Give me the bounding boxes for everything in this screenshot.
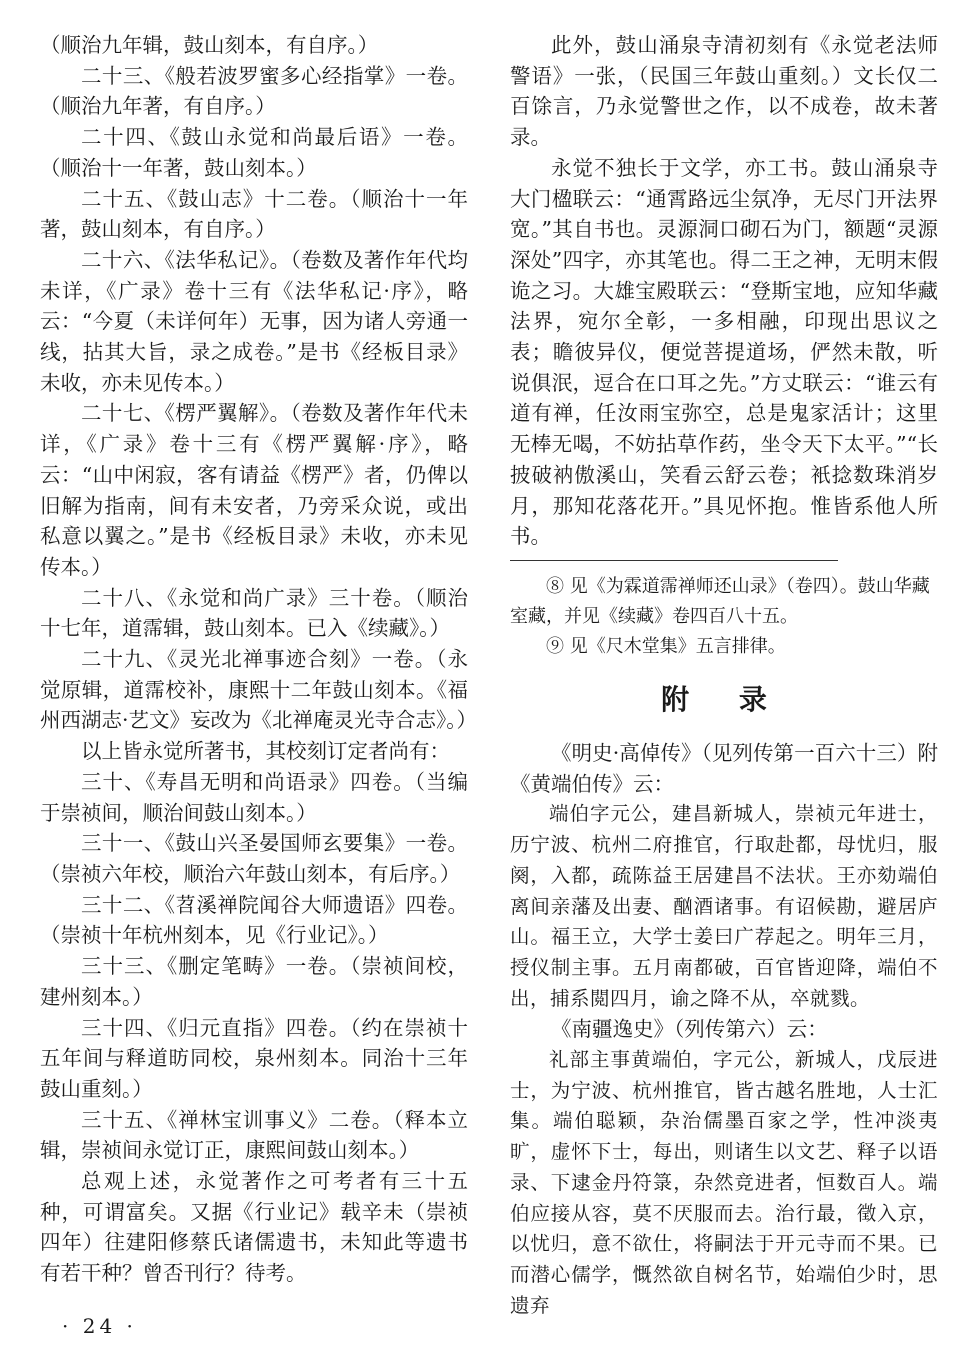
paragraph: 二十八、《永觉和尚广录》三十卷。（顺治十七年，道霈辑，鼓山刻本。已入《续藏》。）	[40, 585, 468, 641]
paragraph: 三十二、《苕溪禅院闻谷大师遗语》四卷。（崇祯十年杭州刻本，见《行业记》。）	[40, 892, 468, 948]
paragraph: 二十三、《般若波罗蜜多心经指掌》一卷。（顺治九年著，有自序。）	[40, 63, 468, 119]
paragraph: 永觉不独长于文学，亦工书。鼓山涌泉寺大门楹联云：“通霄路远尘氛净，无尽门开法界宽。”其自书也。灵源洞口砌石为门，额题“灵源深处”四字，亦其笔也。得二王之神，无明末假诡之习。大雄宝殿联云：“登斯宝地，应知华藏法界，宛尔全彰，一多相融，印现出思议之表；瞻彼异仪，便觉菩提道场，俨然未散，听说俱泯，逗合在口耳之先。”方丈联云：“谁云有道有禅，任汝雨宝弥空，总是鬼家活计；这里无棒无喝，不妨拈草作药，坐令天下太平。”“长披破衲傲溪山，笑看云舒云卷；衹捻数珠消岁月，那知花落花开。”具见怀抱。惟皆系他人所书。	[510, 155, 938, 549]
appendix-body	[510, 738, 938, 1321]
paragraph: （顺治九年辑，鼓山刻本，有自序。）	[40, 33, 379, 57]
left-column	[40, 30, 478, 1289]
paragraph: 以上皆永觉所著书，其校刻订定者尚有：	[81, 739, 450, 764]
paragraph: 二十六、《法华私记》。（卷数及著作年代均未详，《广录》卷十三有《法华私记·序》，略云：“今夏（未详何年）无事，因为诸人旁通一线，拈其大旨，录之成卷。”是书《经板目录》未收，亦未见传本。）	[40, 247, 468, 395]
paragraph: 三十三、《删定笔畴》一卷。（崇祯间校，建州刻本。）	[40, 954, 468, 1009]
paragraph: 三十四、《归元直指》四卷。（约在崇祯十五年间与释道昉同校，泉州刻本。同治十三年鼓山重刻。）	[40, 1015, 468, 1101]
paragraph: 二十九、《灵光北禅事迹合刻》一卷。（永觉原辑，道霈校补，康熙十二年鼓山刻本。《福州西湖志·艺文》妄改为《北禅庵灵光寺合志》。）	[40, 647, 478, 733]
paragraph: 三十五、《禅林宝训事义》二卷。（释本立辑，崇祯间永觉订正，康熙间鼓山刻本。）	[40, 1107, 468, 1163]
paragraph: 礼部主事黄端伯，字元公，新城人，戊辰进士，为宁波、杭州推官，皆古越名胜地，人士汇集。端伯聪颖，杂治儒墨百家之学，性冲淡夷旷，虚怀下士，每出，则诸生以文艺、释子以语录、下逮金丹符箓，杂然竞进者，恒数百人。端伯应接从容，莫不厌服而去。治行最，徵入京，以忧归，意不欲仕，将嗣法于开元寺而不果。已而潜心儒学，慨然欲自树名节，始端伯少时，思遗弃	[510, 1048, 938, 1317]
right-column	[510, 30, 938, 552]
paragraph: 《明史·高倬传》（见列传第一百六十三）附《黄端伯传》云：	[510, 741, 938, 796]
paragraph: 端伯字元公，建昌新城人，崇祯元年进士，历宁波、杭州二府推官，行取赴都，母忧归，服阕，入都，疏陈益王居建昌不法状。王亦劾端伯离间亲藩及出妻、酗酒诸事。有诏候勘，避居庐山。福王立，大学士姜曰广荐起之。明年三月，授仪制主事。五月南都破，百官皆迎降，端伯不出，捕系閲四月，谕之降不从，卒就戮。	[510, 802, 938, 1010]
paragraph: 三十一、《鼓山兴圣晏国师玄要集》一卷。（崇祯六年校，顺治六年鼓山刻本，有后序。）	[40, 831, 468, 886]
paragraph: 二十五、《鼓山志》十二卷。（顺治十一年著，鼓山刻本，有自序。）	[40, 186, 468, 242]
footnote-8: ⑧ 见《为霖道霈禅师还山录》（卷四）。鼓山华藏室藏，并见《续藏》卷四百八十五。	[510, 576, 930, 627]
paragraph: 二十四、《鼓山永觉和尚最后语》一卷。（顺治十一年著，鼓山刻本。）	[40, 125, 468, 180]
paragraph: 总观上述，永觉著作之可考者有三十五种，可谓富矣。又据《行业记》载辛未（崇祯四年）往建阳修蔡氏诸儒遗书，未知此等遗书有若干种？曾否刊行？待考。	[40, 1169, 468, 1286]
footnotes	[510, 572, 938, 662]
page-number: · 24 ·	[62, 1314, 137, 1338]
paragraph: 此外，鼓山涌泉寺清初刻有《永觉老法师警语》一张，（民国三年鼓山重刻。）文长仅二百馀言，乃永觉警世之作，以不成卷，故未著录。	[510, 33, 938, 150]
footnote-divider	[510, 560, 838, 561]
footnote-9: ⑨ 见《尺木堂集》五言排律。	[546, 636, 786, 657]
paragraph: 《南疆逸史》（列传第六）云：	[551, 1017, 828, 1042]
paragraph: 三十、《寿昌无明和尚语录》四卷。（当编于崇祯间，顺治间鼓山刻本。）	[40, 769, 468, 825]
appendix-heading: 附 录	[661, 683, 787, 716]
paragraph: 二十七、《楞严翼解》。（卷数及著作年代未详，《广录》卷十三有《楞严翼解·序》，略云：“山中闲寂，客有请益《楞严》者，仍俾以旧解为指南，间有未安者，乃旁采众说，或出私意以翼之。”是书《经板目录》未收，亦未见传本。）	[40, 401, 468, 579]
